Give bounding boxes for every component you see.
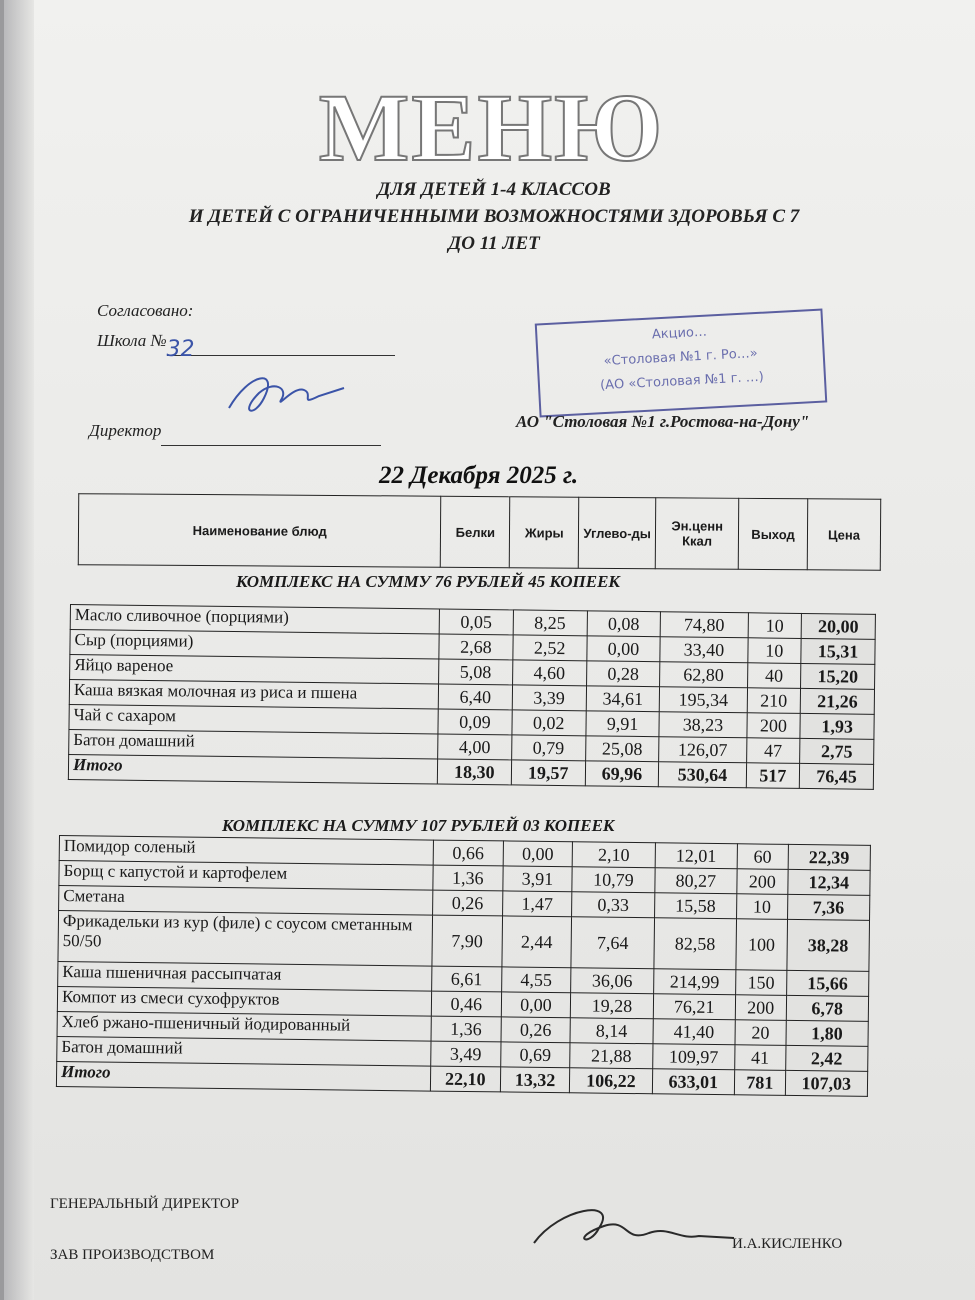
protein: 0,66 [433,840,503,866]
protein: 1,36 [431,1016,501,1042]
kcal: 12,01 [655,843,738,869]
dish-name: Борщ с капустой и картофелем [59,861,433,891]
total-fat: 13,32 [500,1067,570,1093]
protein: 5,08 [439,659,513,685]
price: 2,42 [785,1045,868,1071]
dish-name: Батон домашний [57,1036,431,1066]
carbs: 9,91 [585,711,659,737]
menu-date: 22 Декабря 2025 г. [379,462,579,489]
total-yield: 781 [734,1070,785,1096]
signatory-name: И.А.КИСЛЕНКО [732,1236,843,1252]
general-director-signature-icon [529,1198,739,1258]
protein: 7,90 [432,915,502,967]
carbs: 0,33 [572,892,655,918]
school-number: 32 [166,337,195,362]
fat: 0,02 [512,710,586,736]
fat: 2,52 [513,635,587,661]
total-carbs: 106,22 [570,1068,653,1094]
column-carbs: Углево-ды [578,497,655,569]
fat: 4,55 [501,967,571,993]
table-header [78,493,881,571]
fat: 0,00 [501,992,571,1018]
fat: 2,44 [502,916,572,968]
kcal: 74,80 [660,612,747,638]
fat: 8,25 [513,610,587,636]
kcal: 41,40 [653,1019,736,1045]
fat: 0,79 [511,735,585,761]
total-price: 107,03 [785,1070,868,1096]
carbs: 8,14 [570,1018,653,1044]
fat: 0,26 [501,1017,571,1043]
price: 6,78 [786,995,869,1021]
dish-name: Каша вязкая молочная из риса и пшена [69,680,438,710]
carbs: 0,28 [586,661,660,687]
carbs: 25,08 [585,736,659,762]
organization-name: АО "Столовая №1 г.Ростова-на-Дону" [516,412,810,431]
carbs: 21,88 [570,1043,653,1069]
kcal: 214,99 [653,969,736,995]
approval-label: Согласовано: [97,301,194,320]
kcal: 33,40 [660,637,747,663]
general-director-label: ГЕНЕРАЛЬНЫЙ ДИРЕКТОР [50,1196,240,1212]
total-label: Итого [56,1061,430,1091]
complex-2-table [56,835,871,1097]
dish-name: Сыр (порциями) [70,630,439,660]
carbs: 36,06 [571,968,654,994]
carbs: 19,28 [571,993,654,1019]
dish-name: Яйцо вареное [70,655,439,685]
dish-name: Компот из смеси сухофруктов [57,986,431,1016]
price: 15,31 [801,638,875,664]
yield: 60 [737,844,788,870]
stamp-line: «Столовая №1 г. Ро…» [603,345,759,370]
dish-name: Помидор соленый [59,836,433,866]
price: 2,75 [800,738,874,764]
price: 15,66 [786,970,869,996]
dish-name: Фрикадельки из кур (филе) с соусом сметанным 50/50 [58,911,433,967]
yield: 150 [736,970,787,996]
production-head-label: ЗАВ ПРОИЗВОДСТВОМ [50,1247,215,1263]
dish-name: Каша пшеничная рассыпчатая [58,961,432,991]
column-kcal: Эн.ценн Ккал [655,498,738,570]
kcal: 80,27 [654,868,737,894]
organization-stamp [535,309,828,418]
column-yield: Выход [738,498,807,569]
protein: 3,49 [431,1041,501,1067]
protein: 1,36 [433,865,503,891]
complex-1-heading: КОМПЛЕКС НА СУММУ 76 РУБЛЕЙ 45 КОПЕЕК [236,572,620,591]
school-line [97,326,395,362]
total-fat: 19,57 [511,760,585,786]
yield: 20 [735,1020,786,1046]
stamp-line: Акцио… [651,324,708,343]
carbs: 10,79 [572,867,655,893]
director-label: Директор [89,421,162,440]
protein: 2,68 [439,634,513,660]
column-fat: Жиры [510,497,579,568]
protein: 6,61 [432,966,502,992]
fat: 0,69 [500,1042,570,1068]
kcal: 76,21 [653,994,736,1020]
yield: 47 [746,738,800,764]
total-protein: 22,10 [430,1066,500,1092]
dish-name: Чай с сахаром [69,704,438,734]
complex-1-table [68,604,876,790]
stamp-line: (АО «Столовая №1 г. …) [599,369,765,394]
subtitle-line: ДЛЯ ДЕТЕЙ 1-4 КЛАССОВ [377,179,611,200]
protein: 0,09 [438,709,512,735]
protein: 6,40 [438,684,512,710]
carbs: 34,61 [586,686,660,712]
column-dish-name: Наименование блюд [78,494,441,568]
yield: 10 [747,638,801,664]
kcal: 82,58 [654,918,737,970]
fat: 3,39 [512,685,586,711]
yield: 200 [737,869,788,895]
column-price: Цена [807,499,880,571]
total-label: Итого [68,754,437,784]
carbs: 7,64 [571,917,654,969]
kcal: 109,97 [652,1044,735,1070]
carbs: 2,10 [572,842,655,868]
price: 22,39 [788,844,871,870]
carbs: 0,08 [587,611,661,637]
total-carbs: 69,96 [585,761,659,787]
total-yield: 517 [746,763,800,789]
yield: 41 [735,1045,786,1071]
protein: 0,26 [433,890,503,916]
dish-name: Сметана [59,886,433,916]
price: 15,20 [801,663,875,689]
kcal: 195,34 [660,687,747,713]
menu-page [4,0,975,1300]
price: 12,34 [787,869,870,895]
yield: 10 [748,613,802,639]
protein: 0,46 [431,991,501,1017]
yield: 200 [746,713,800,739]
price: 1,93 [800,713,874,739]
director-signature-line [161,425,381,446]
school-number-field [166,335,395,362]
total-kcal: 530,64 [659,762,746,788]
carbs: 0,00 [586,636,660,662]
protein: 0,05 [439,609,513,635]
column-protein: Белки [441,496,510,567]
price: 21,26 [800,688,874,714]
kcal: 62,80 [660,662,747,688]
menu-subtitle [94,176,894,257]
total-price: 76,45 [799,763,873,789]
fat: 1,47 [502,891,572,917]
fat: 0,00 [503,841,573,867]
subtitle-line: ДО 11 ЛЕТ [448,233,540,254]
yield: 210 [747,688,801,714]
school-label: Школа № [97,331,167,350]
dish-name: Хлеб ржано-пшеничный йодированный [57,1011,431,1041]
complex-2-heading: КОМПЛЕКС НА СУММУ 107 РУБЛЕЙ 03 КОПЕЕК [222,816,615,835]
price: 38,28 [787,919,870,971]
kcal: 15,58 [654,893,737,919]
kcal: 126,07 [659,737,746,763]
fat: 4,60 [512,660,586,686]
total-kcal: 633,01 [652,1069,735,1095]
price: 7,36 [787,894,870,920]
director-signature-icon [219,368,349,423]
yield: 10 [736,894,787,920]
menu-title: МЕНЮ [318,74,665,181]
price: 1,80 [786,1020,869,1046]
yield: 200 [735,995,786,1021]
dish-name: Масло сливочное (порциями) [70,605,439,635]
fat: 3,91 [503,866,573,892]
subtitle-line: И ДЕТЕЙ С ОГРАНИЧЕННЫМИ ВОЗМОЖНОСТЯМИ ЗДОРОВЬЯ С 7 [188,206,800,227]
kcal: 38,23 [659,712,746,738]
price: 20,00 [801,613,875,639]
paper-edge [4,0,34,1300]
total-protein: 18,30 [437,759,511,785]
protein: 4,00 [438,734,512,760]
yield: 100 [736,919,787,971]
yield: 40 [747,663,801,689]
dish-name: Батон домашний [69,729,438,759]
